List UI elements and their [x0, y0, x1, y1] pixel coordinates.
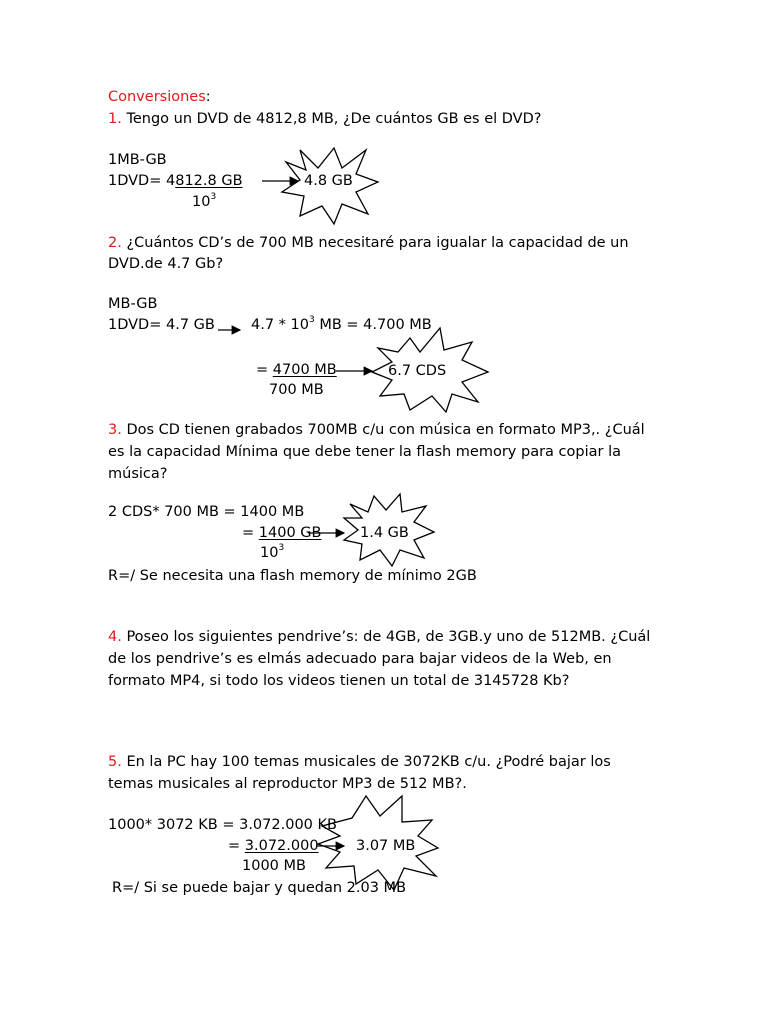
q3-line-2 [242, 523, 321, 543]
question-4-line-2: de los pendrive’s es elmás adecuado para bajar videos de la Web, en [108, 651, 612, 667]
q1-den-base: 10 [192, 194, 211, 210]
title-text: Conversiones [108, 89, 206, 105]
q2-numerator: 4700 MB [272, 362, 337, 378]
q3-eq: = [242, 525, 259, 541]
question-5 [108, 752, 611, 772]
q1-numerator: 812.8 GB [175, 173, 243, 189]
question-4 [108, 627, 650, 647]
question-3-line-2: es la capacidad Mínima que debe tener la flash memory para copiar la [108, 444, 621, 460]
question-text: ¿Cuántos CD’s de 700 MB necesitaré para igualar la capacidad de un [126, 235, 629, 251]
q2-post: MB = 4.700 MB [314, 317, 432, 333]
q3-numerator: 1400 GB [258, 525, 322, 541]
q2-line-2-left: 1DVD= 4.7 GB [108, 317, 215, 333]
question-text: En la PC hay 100 temas musicales de 3072KB c/u. ¿Podré bajar los [126, 754, 611, 770]
q2-denominator: 700 MB [269, 382, 324, 398]
q5-numerator: 3.072.000 [244, 838, 319, 854]
question-1 [108, 109, 541, 129]
q1-den-exp: 3 [210, 192, 217, 202]
question-number: 1. [108, 111, 122, 127]
question-4-line-3: formato MP4, si todo los videos tienen un total de 3145728 Kb? [108, 673, 570, 689]
q2-line-2-right [251, 315, 432, 335]
question-2 [108, 233, 629, 253]
question-3-line-3: música? [108, 466, 168, 482]
q3-den-exp: 3 [278, 543, 285, 553]
q5-line-1: 1000* 3072 KB = 3.072.000 KB [108, 817, 337, 833]
question-number: 5. [108, 754, 122, 770]
title-colon: : [205, 89, 211, 105]
q2-line-3 [256, 360, 337, 380]
question-2-line-2: DVD.de 4.7 Gb? [108, 256, 224, 272]
q5-denominator: 1000 MB [242, 858, 306, 874]
question-3 [108, 420, 645, 440]
question-text: Poseo los siguientes pendrive’s: de 4GB, de 3GB.y uno de 512MB. ¿Cuál [126, 629, 651, 645]
q5-answer: R=/ Si se puede bajar y quedan 2.03 MB [112, 880, 407, 896]
question-number: 3. [108, 422, 122, 438]
q2-line-1: MB-GB [108, 296, 158, 312]
question-number: 4. [108, 629, 122, 645]
q3-answer: R=/ Se necesita una flash memory de mínimo 2GB [108, 568, 477, 584]
q1-line-2 [108, 171, 243, 191]
page-title [108, 87, 211, 107]
q3-result: 1.4 GB [360, 525, 409, 541]
q2-pre: 4.7 * 10 [251, 317, 309, 333]
q3-denominator [260, 543, 284, 563]
q2-eq: = [256, 362, 273, 378]
question-text: Dos CD tienen grabados 700MB c/u con música en formato MP3,. ¿Cuál [126, 422, 645, 438]
q1-line-2-prefix: 1DVD= 4 [108, 173, 176, 189]
q5-line-2 [228, 836, 319, 856]
q5-eq: = [228, 838, 245, 854]
q3-line-1: 2 CDS* 700 MB = 1400 MB [108, 504, 305, 520]
q2-exp: 3 [308, 315, 315, 325]
q2-result: 6.7 CDS [388, 363, 447, 379]
q3-den-base: 10 [260, 545, 279, 561]
question-5-line-2: temas musicales al reproductor MP3 de 512 MB?. [108, 776, 467, 792]
q1-line-1: 1MB-GB [108, 152, 167, 168]
q1-result: 4.8 GB [304, 173, 353, 189]
question-text: Tengo un DVD de 4812,8 MB, ¿De cuántos GB es el DVD? [126, 111, 542, 127]
q1-denominator [192, 192, 216, 212]
question-number: 2. [108, 235, 122, 251]
q5-result: 3.07 MB [356, 838, 416, 854]
